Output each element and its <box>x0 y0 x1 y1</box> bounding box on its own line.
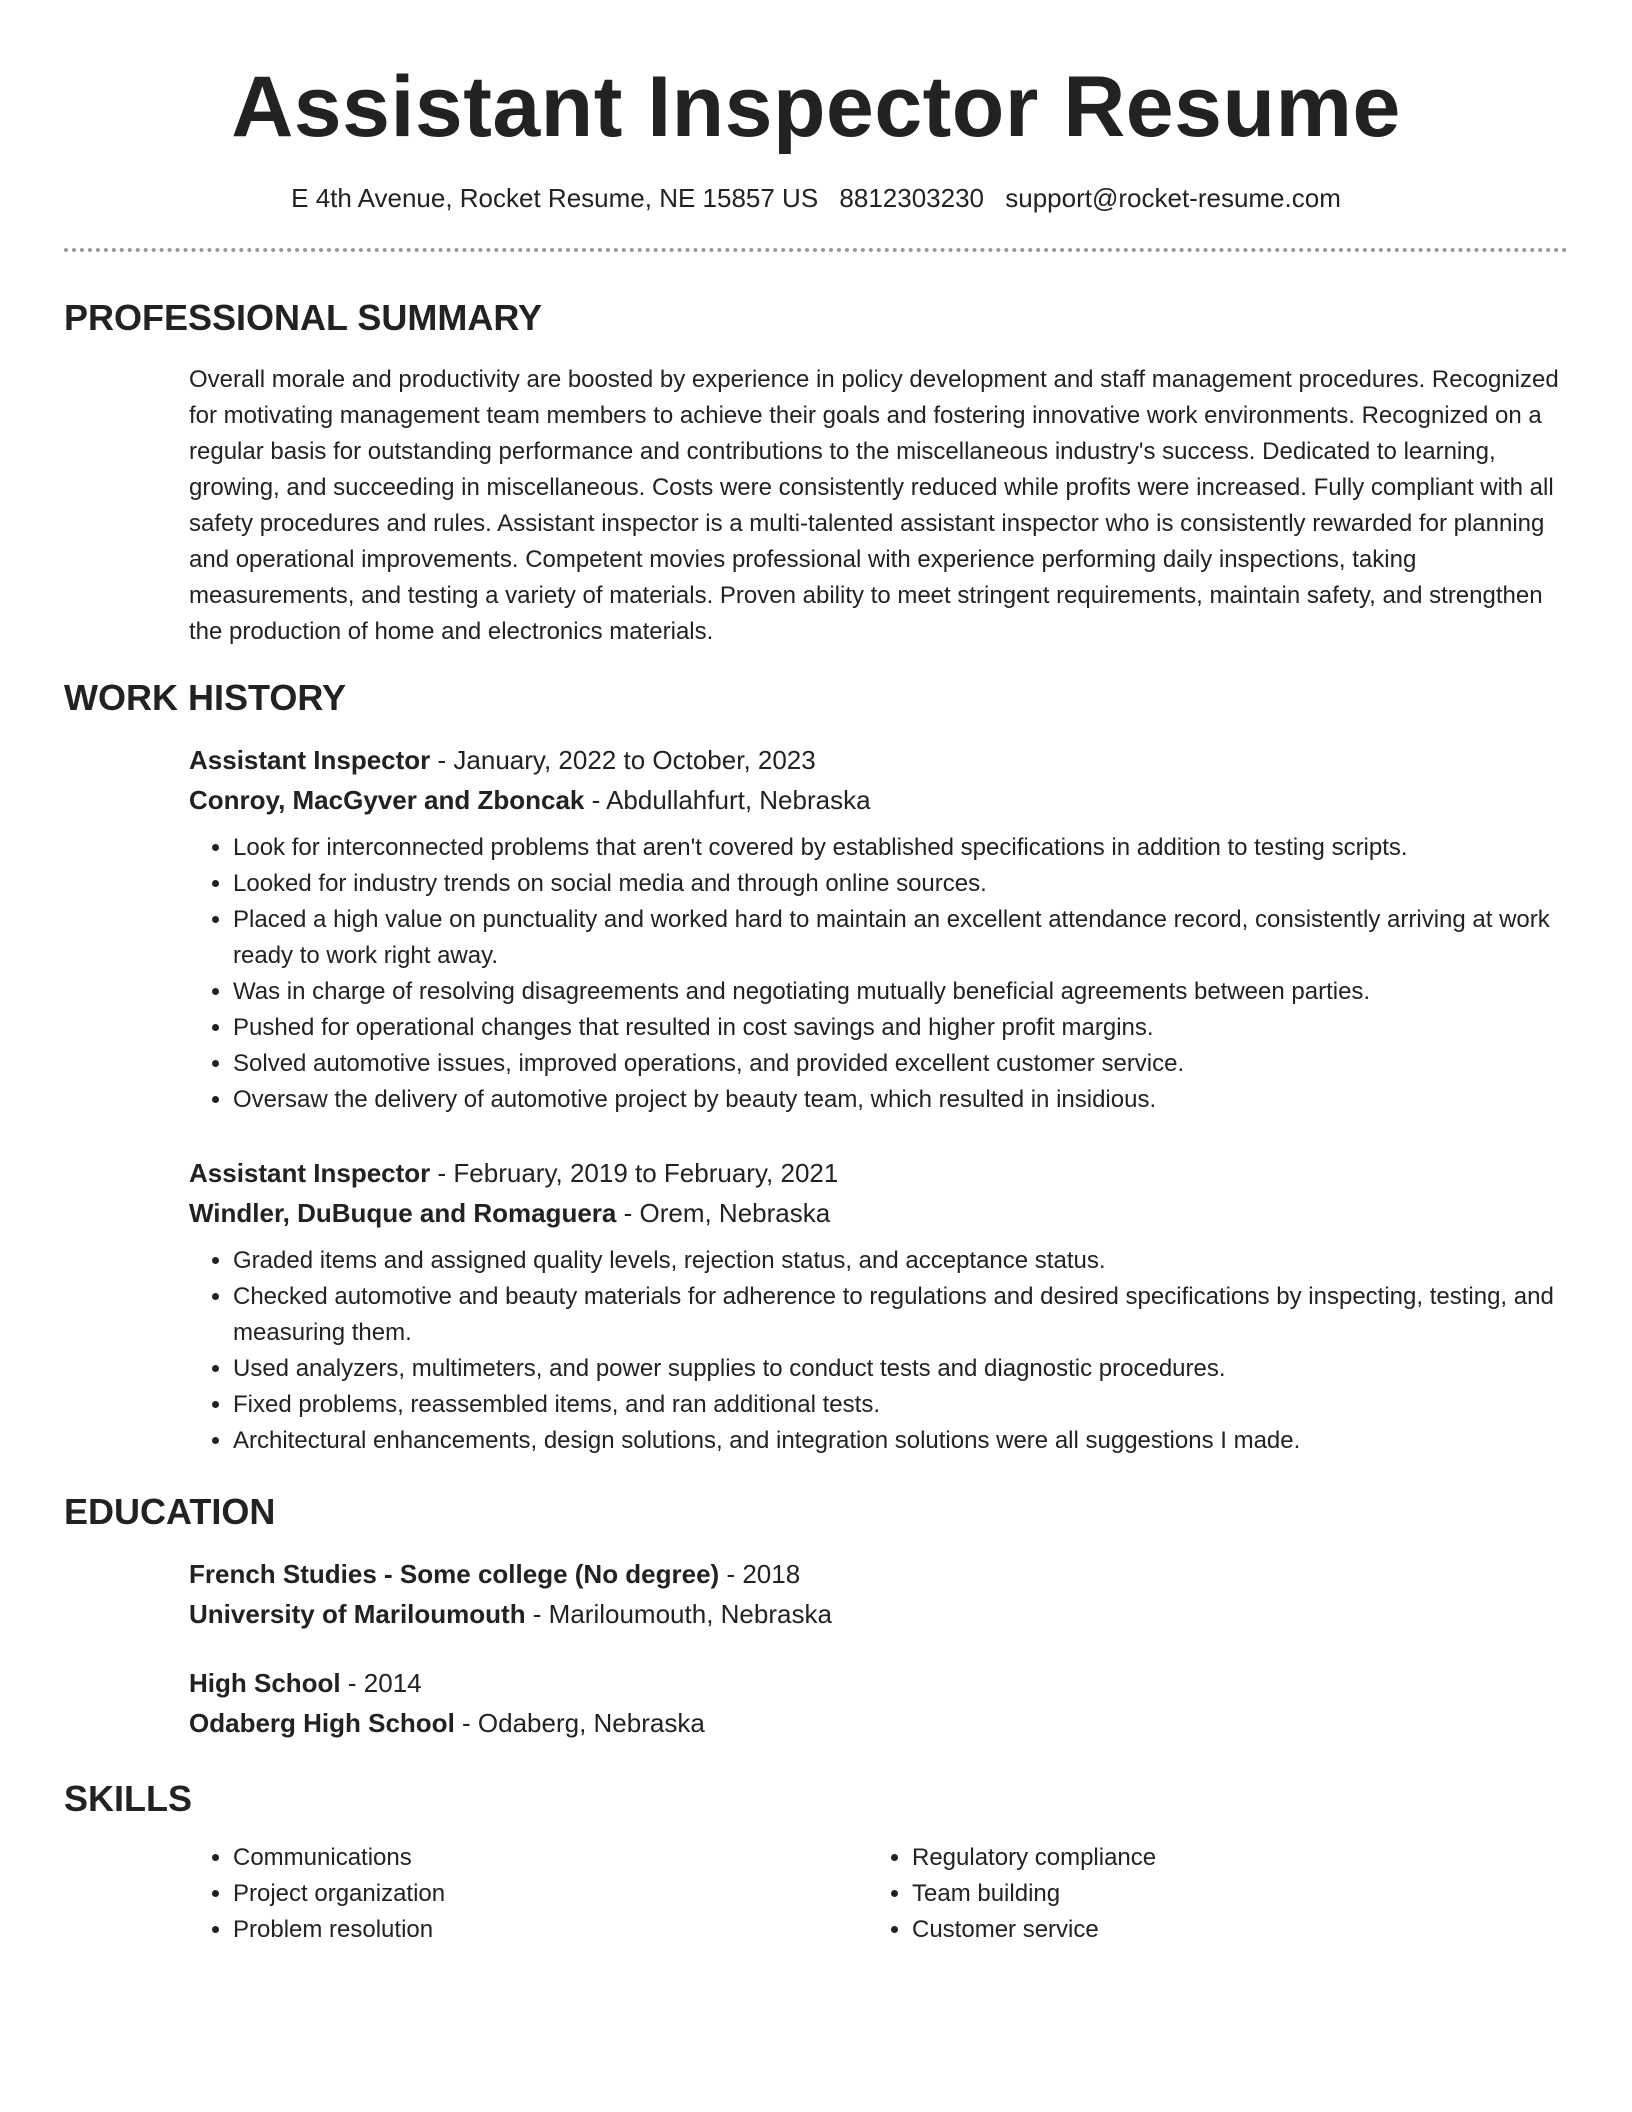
summary-section <box>189 362 1569 650</box>
education-school: Odaberg High School <box>189 1708 455 1738</box>
list-item: • Checked automotive and beauty materials for adherence to regulations and desired specifications by inspecting, testing, and measuring them. <box>233 1279 1569 1351</box>
job-bullets <box>189 1243 1569 1459</box>
job-company-line <box>189 1193 1569 1233</box>
work-history-heading: WORK HISTORY <box>64 677 347 718</box>
education-degree: French Studies - Some college (No degree) <box>189 1559 720 1589</box>
education-year: - 2018 <box>719 1559 801 1589</box>
job-dates: - February, 2019 to February, 2021 <box>430 1158 839 1188</box>
skill-item: • Communications <box>233 1840 853 1876</box>
education-degree: High School <box>189 1668 341 1698</box>
skill-item: • Problem resolution <box>233 1912 853 1948</box>
resume-title: Assistant Inspector Resume <box>231 59 1401 155</box>
skill-item: • Project organization <box>233 1876 853 1912</box>
education-school-line <box>189 1703 1569 1743</box>
list-item: • Fixed problems, reassembled items, and ran additional tests. <box>233 1387 1569 1423</box>
education-location: - Mariloumouth, Nebraska <box>525 1599 832 1629</box>
contact-email: support@rocket-resume.com <box>1005 183 1341 213</box>
job-company: Conroy, MacGyver and Zboncak <box>189 785 585 815</box>
skills-list-left <box>189 1840 853 1948</box>
job-location: - Orem, Nebraska <box>616 1198 831 1228</box>
education-entry <box>189 1554 1569 1634</box>
job-bullets <box>189 830 1569 1118</box>
summary-text: Overall morale and productivity are boosted by experience in policy development and staff management procedures. Recognized for motivating management team members to achieve their goals and fostering innovative work environments. Recognized on a regular basis for outstanding performance and contributions to the miscellaneous industry's success. Dedicated to learning, growing, and succeeding in miscellaneous. Costs were consistently reduced while profits were increased. Fully compliant with all safety procedures and rules. Assistant inspector is a multi-talented assistant inspector who is consistently rewarded for planning and operational improvements. Competent movies professional with experience performing daily inspections, taking measurements, and testing a variety of materials. Proven ability to meet stringent requirements, maintain safety, and strengthen the production of home and electronics materials. <box>189 366 1559 645</box>
summary-heading: PROFESSIONAL SUMMARY <box>64 297 543 338</box>
job-dates: - January, 2022 to October, 2023 <box>430 745 816 775</box>
list-item: • Pushed for operational changes that resulted in cost savings and higher profit margins. <box>233 1010 1569 1046</box>
job-title-line <box>189 1153 1569 1193</box>
education-school-line <box>189 1594 1569 1634</box>
education-year: - 2014 <box>340 1668 422 1698</box>
contact-line <box>0 180 1632 216</box>
list-item: • Looked for industry trends on social media and through online sources. <box>233 866 1569 902</box>
skills-list-right <box>868 1840 1532 1948</box>
skill-item: • Team building <box>912 1876 1532 1912</box>
job-entry <box>189 740 1569 1118</box>
list-item: • Architectural enhancements, design solutions, and integration solutions were all suggestions I made. <box>233 1423 1569 1459</box>
skill-item: • Regulatory compliance <box>912 1840 1532 1876</box>
list-item: • Used analyzers, multimeters, and power supplies to conduct tests and diagnostic procedures. <box>233 1351 1569 1387</box>
skills-heading: SKILLS <box>64 1778 193 1819</box>
job-company: Windler, DuBuque and Romaguera <box>189 1198 617 1228</box>
education-degree-line <box>189 1663 1569 1703</box>
contact-phone: 8812303230 <box>839 183 985 213</box>
list-item: • Solved automotive issues, improved operations, and provided excellent customer service. <box>233 1046 1569 1082</box>
education-school: University of Mariloumouth <box>189 1599 526 1629</box>
list-item: • Graded items and assigned quality levels, rejection status, and acceptance status. <box>233 1243 1569 1279</box>
job-title-line <box>189 740 1569 780</box>
education-location: - Odaberg, Nebraska <box>454 1708 705 1738</box>
job-company-line <box>189 780 1569 820</box>
list-item: • Was in charge of resolving disagreements and negotiating mutually beneficial agreements between parties. <box>233 974 1569 1010</box>
job-location: - Abdullahfurt, Nebraska <box>584 785 871 815</box>
job-title: Assistant Inspector <box>189 745 431 775</box>
list-item: • Placed a high value on punctuality and worked hard to maintain an excellent attendance record, consistently arriving at work ready to work right away. <box>233 902 1569 974</box>
job-entry <box>189 1153 1569 1459</box>
contact-address: E 4th Avenue, Rocket Resume, NE 15857 US <box>291 183 819 213</box>
header-divider <box>64 248 1568 252</box>
education-entry <box>189 1663 1569 1743</box>
education-degree-line <box>189 1554 1569 1594</box>
skill-item: • Customer service <box>912 1912 1532 1948</box>
job-title: Assistant Inspector <box>189 1158 431 1188</box>
list-item: • Look for interconnected problems that aren't covered by established specifications in addition to testing scripts. <box>233 830 1569 866</box>
education-heading: EDUCATION <box>64 1491 276 1532</box>
list-item: • Oversaw the delivery of automotive project by beauty team, which resulted in insidious. <box>233 1082 1569 1118</box>
